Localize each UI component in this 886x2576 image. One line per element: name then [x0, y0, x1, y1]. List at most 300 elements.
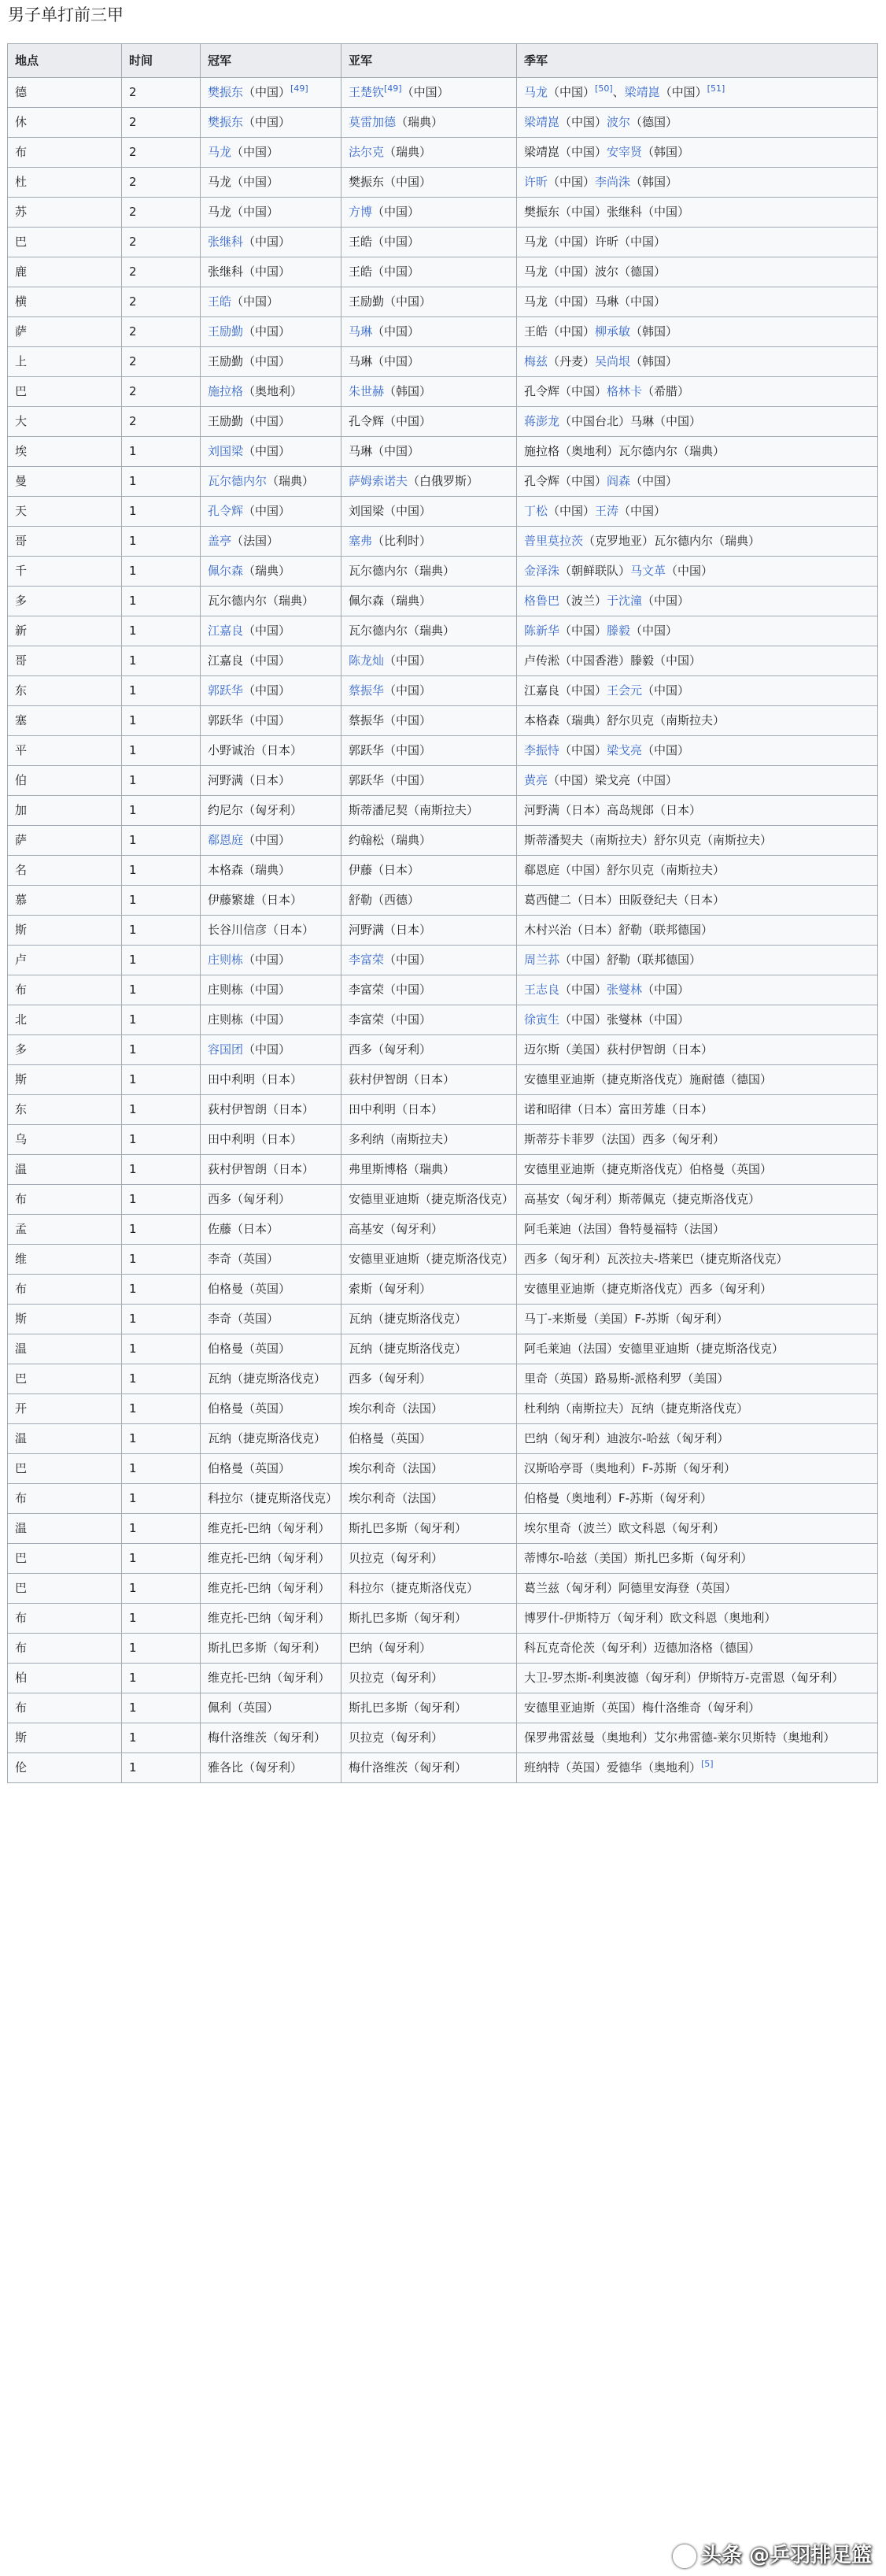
table-row — [8, 706, 878, 736]
cell-text: 杜 — [15, 175, 28, 189]
cell-text: 乌 — [15, 1132, 28, 1146]
cell-text: 马琳（中国） — [349, 354, 420, 368]
player-link[interactable]: 格鲁巴 — [524, 594, 560, 608]
cell-text: （中国） — [401, 85, 449, 99]
cell-text: 多 — [15, 1042, 28, 1057]
cell-location — [8, 1454, 122, 1484]
cell-text: （中国） — [559, 115, 607, 129]
cell-third-place — [517, 736, 878, 766]
cell-location — [8, 1723, 122, 1753]
cell-third-place — [517, 287, 878, 317]
cell-runner-up — [341, 497, 517, 527]
cell-year — [122, 138, 201, 168]
player-link[interactable]: 蔡振华 — [349, 683, 385, 698]
cell-text: （中国） — [630, 474, 678, 488]
cell-text: 河野满（日本） — [349, 923, 432, 937]
cell-text: 索斯（匈牙利） — [349, 1282, 432, 1296]
cell-champion — [201, 287, 341, 317]
cell-year — [122, 1125, 201, 1155]
cell-runner-up — [341, 886, 517, 916]
cell-location — [8, 1693, 122, 1723]
medalists-table-wrapper — [7, 43, 877, 1783]
cell-champion — [201, 1484, 341, 1514]
player-link[interactable]: 孔令辉 — [208, 504, 244, 518]
table-body — [8, 78, 878, 1783]
player-link[interactable]: 普里莫拉茨 — [524, 534, 584, 548]
cell-location — [8, 766, 122, 796]
cell-runner-up — [341, 706, 517, 736]
cell-text: 1 — [129, 893, 137, 907]
cell-text: 塞 — [15, 713, 28, 727]
player-link[interactable]: 许昕 — [524, 175, 548, 189]
cell-location — [8, 646, 122, 676]
cell-runner-up — [341, 1245, 517, 1275]
cell-year — [122, 1185, 201, 1215]
cell-third-place — [517, 78, 878, 108]
cell-runner-up — [341, 826, 517, 856]
cell-year — [122, 168, 201, 198]
player-link[interactable]: 施拉格 — [208, 384, 244, 398]
player-link[interactable]: 瓦尔德内尔 — [208, 474, 268, 488]
cell-text: 王皓（中国） — [349, 235, 420, 249]
cell-text: （中国） — [243, 324, 291, 339]
cell-text: 1 — [129, 683, 137, 698]
citation-link[interactable]: [49] — [384, 83, 402, 94]
player-link[interactable]: 梁靖崑 — [524, 115, 560, 129]
cell-third-place — [517, 1334, 878, 1364]
player-link[interactable]: 朱世赫 — [349, 384, 385, 398]
cell-text: 安德里亚迪斯（英国）梅什洛维奇（匈牙利） — [524, 1701, 761, 1715]
table-row — [8, 198, 878, 228]
player-link[interactable]: 樊振东 — [208, 115, 244, 129]
cell-location — [8, 796, 122, 826]
player-link[interactable]: 盖亭 — [208, 534, 232, 548]
table-row — [8, 856, 878, 886]
cell-champion — [201, 437, 341, 467]
cell-text: 1 — [129, 983, 137, 997]
cell-runner-up — [341, 1634, 517, 1664]
citation-link[interactable]: [49] — [290, 83, 308, 94]
cell-text: 埃尔利奇（法国） — [349, 1461, 444, 1475]
cell-text: 休 — [15, 115, 28, 129]
cell-year — [122, 437, 201, 467]
table-row — [8, 437, 878, 467]
cell-runner-up — [341, 1305, 517, 1334]
cell-text: 2 — [129, 414, 137, 428]
cell-third-place — [517, 676, 878, 706]
player-link[interactable]: 樊振东 — [208, 85, 244, 99]
player-link[interactable]: 刘国梁 — [208, 444, 244, 458]
cell-location — [8, 497, 122, 527]
player-link[interactable]: 萨姆索诺夫 — [349, 474, 408, 488]
cell-text: 西多（匈牙利） — [208, 1192, 291, 1206]
table-row — [8, 347, 878, 377]
cell-location — [8, 1275, 122, 1305]
cell-text: 1 — [129, 534, 137, 548]
cell-text: 王励勤（中国） — [208, 414, 291, 428]
cell-year — [122, 1574, 201, 1604]
cell-text: （韩国） — [384, 384, 432, 398]
player-link[interactable]: 方博 — [349, 205, 373, 219]
cell-year — [122, 557, 201, 587]
cell-text: 横 — [15, 294, 28, 309]
player-link[interactable]: 李尚洙 — [595, 175, 631, 189]
cell-text: 郭跃华（中国） — [208, 713, 291, 727]
cell-text: 佐藤（日本） — [208, 1222, 279, 1236]
cell-runner-up — [341, 916, 517, 946]
cell-text: 伦 — [15, 1760, 28, 1775]
cell-text: （中国） — [243, 115, 291, 129]
table-row — [8, 527, 878, 557]
cell-runner-up — [341, 1185, 517, 1215]
cell-text: 斯 — [15, 1730, 28, 1745]
cell-text: 博罗什-伊斯特万（匈牙利）欧文科恩（奥地利） — [524, 1611, 777, 1625]
cell-text: 温 — [15, 1342, 28, 1356]
table-row — [8, 377, 878, 407]
player-link[interactable]: 吴尚垠 — [595, 354, 631, 368]
cell-text: 蒂博尔-哈兹（美国）斯扎巴多斯（匈牙利） — [524, 1551, 753, 1565]
cell-text: （中国） — [630, 624, 678, 638]
cell-text: 名 — [15, 863, 28, 877]
cell-champion — [201, 1664, 341, 1693]
cell-location — [8, 946, 122, 975]
player-link[interactable]: 梅兹 — [524, 354, 548, 368]
cell-year — [122, 1095, 201, 1125]
player-link[interactable]: 王皓 — [208, 294, 232, 309]
cell-text: 1 — [129, 1611, 137, 1625]
cell-text: 马龙（中国） — [208, 175, 279, 189]
player-link[interactable]: 格林卡 — [607, 384, 643, 398]
cell-year — [122, 1065, 201, 1095]
player-link[interactable]: 塞弗 — [349, 534, 373, 548]
cell-year — [122, 287, 201, 317]
table-row — [8, 1095, 878, 1125]
player-link[interactable]: 马龙 — [208, 145, 232, 159]
cell-runner-up — [341, 527, 517, 557]
cell-champion — [201, 1514, 341, 1544]
cell-text: 荻村伊智朗（日本） — [208, 1162, 315, 1176]
cell-text: 1 — [129, 1012, 137, 1027]
cell-text: 里奇（英国）路易斯-派格利罗（美国） — [524, 1371, 729, 1386]
cell-text: 迈尔斯（美国）荻村伊智朗（日本） — [524, 1042, 714, 1057]
cell-third-place — [517, 1095, 878, 1125]
player-link[interactable]: 陈新华 — [524, 624, 560, 638]
cell-third-place — [517, 1394, 878, 1424]
page-title: 男子单打前三甲 — [8, 6, 124, 24]
cell-location — [8, 916, 122, 946]
cell-location — [8, 1484, 122, 1514]
cell-text: 舒勒（西德） — [349, 893, 420, 907]
cell-text: 西多（匈牙利） — [349, 1371, 432, 1386]
cell-runner-up — [341, 1544, 517, 1574]
cell-text: 开 — [15, 1401, 28, 1416]
cell-text: （中国） — [372, 205, 420, 219]
cell-text: 瓦尔德内尔（瑞典） — [208, 594, 315, 608]
cell-text: （丹麦） — [548, 354, 596, 368]
cell-text: 高基安（匈牙利） — [349, 1222, 444, 1236]
cell-location — [8, 1604, 122, 1634]
table-row — [8, 257, 878, 287]
cell-text: 、 — [612, 85, 625, 99]
cell-third-place — [517, 1245, 878, 1275]
cell-text: 斯蒂潘尼契（南斯拉夫） — [349, 803, 479, 817]
player-link[interactable]: 柳承敏 — [595, 324, 631, 339]
cell-text: 多利纳（南斯拉夫） — [349, 1132, 456, 1146]
toutiao-logo-icon — [673, 2545, 696, 2568]
watermark — [673, 2539, 872, 2568]
citation-link[interactable]: [51] — [707, 83, 725, 94]
cell-text: 布 — [15, 1192, 28, 1206]
table-row — [8, 676, 878, 706]
cell-champion — [201, 198, 341, 228]
cell-text: 伯格曼（英国） — [208, 1461, 291, 1475]
cell-text: 田中利明（日本） — [208, 1132, 303, 1146]
player-link[interactable]: 阎森 — [607, 474, 631, 488]
cell-champion — [201, 168, 341, 198]
cell-text: （中国） — [548, 85, 596, 99]
cell-champion — [201, 1065, 341, 1095]
cell-text: 曼 — [15, 474, 28, 488]
cell-runner-up — [341, 557, 517, 587]
cell-text: 2 — [129, 145, 137, 159]
table-row — [8, 1604, 878, 1634]
cell-year — [122, 1275, 201, 1305]
cell-text: 1 — [129, 1431, 137, 1445]
cell-text: 伯格曼（英国） — [208, 1282, 291, 1296]
player-link[interactable]: 李振恃 — [524, 743, 560, 757]
cell-text: 孔令辉（中国） — [524, 384, 607, 398]
cell-location — [8, 407, 122, 437]
cell-runner-up — [341, 1215, 517, 1245]
cell-text: 梅什洛维茨（匈牙利） — [208, 1730, 327, 1745]
cell-text: （中国） — [243, 683, 291, 698]
cell-text: 2 — [129, 235, 137, 249]
cell-location — [8, 587, 122, 616]
cell-text: 2 — [129, 205, 137, 219]
cell-text: （白俄罗斯） — [408, 474, 479, 488]
cell-year — [122, 407, 201, 437]
cell-text: （中国） — [659, 85, 707, 99]
cell-text: 1 — [129, 1192, 137, 1206]
cell-runner-up — [341, 257, 517, 287]
cell-text: 约尼尔（匈牙利） — [208, 803, 303, 817]
table-header-row — [8, 44, 878, 78]
player-link[interactable]: 黄亮 — [524, 773, 548, 787]
cell-text: 维 — [15, 1252, 28, 1266]
cell-text: （波兰） — [559, 594, 607, 608]
player-link[interactable]: 江嘉良 — [208, 624, 244, 638]
cell-third-place — [517, 587, 878, 616]
player-link[interactable]: 张继科 — [208, 235, 244, 249]
cell-text: 平 — [15, 743, 28, 757]
cell-third-place — [517, 1424, 878, 1454]
cell-champion — [201, 1215, 341, 1245]
cell-third-place — [517, 856, 878, 886]
player-link[interactable]: 郗恩庭 — [208, 833, 244, 847]
cell-text: 1 — [129, 1252, 137, 1266]
player-link[interactable]: 于沈潼 — [607, 594, 643, 608]
cell-champion — [201, 1574, 341, 1604]
cell-text: 1 — [129, 1491, 137, 1505]
table-row — [8, 1185, 878, 1215]
cell-location — [8, 347, 122, 377]
cell-text: 2 — [129, 115, 137, 129]
cell-text: 1 — [129, 1461, 137, 1475]
cell-third-place — [517, 1125, 878, 1155]
table-row — [8, 1155, 878, 1185]
cell-third-place — [517, 646, 878, 676]
player-link[interactable]: 张燮林 — [607, 983, 643, 997]
cell-champion — [201, 1334, 341, 1364]
player-link[interactable]: 滕毅 — [607, 624, 631, 638]
citation-link[interactable]: [5] — [701, 1759, 714, 1769]
cell-text: （中国）梁戈亮（中国） — [548, 773, 678, 787]
cell-text: 苏 — [15, 205, 28, 219]
cell-text: 诺和昭律（日本）富田芳雄（日本） — [524, 1102, 714, 1116]
player-link[interactable]: 法尔克 — [349, 145, 385, 159]
player-link[interactable]: 李富荣 — [349, 953, 385, 967]
cell-year — [122, 257, 201, 287]
player-link[interactable]: 王志良 — [524, 983, 560, 997]
cell-location — [8, 1035, 122, 1065]
cell-text: 斯 — [15, 1072, 28, 1086]
citation-link[interactable]: [50] — [595, 83, 613, 94]
cell-location — [8, 736, 122, 766]
cell-year — [122, 1334, 201, 1364]
cell-champion — [201, 646, 341, 676]
player-link[interactable]: 安宰贤 — [607, 145, 643, 159]
cell-text: 科瓦克奇伦茨（匈牙利）迈德加洛格（德国） — [524, 1641, 761, 1655]
cell-text: 孔令辉（中国） — [349, 414, 432, 428]
player-link[interactable]: 莫雷加德 — [349, 115, 397, 129]
cell-location — [8, 1215, 122, 1245]
player-link[interactable]: 周兰荪 — [524, 953, 560, 967]
cell-champion — [201, 228, 341, 257]
cell-year — [122, 78, 201, 108]
cell-text: 维克托-巴纳（匈牙利） — [208, 1611, 330, 1625]
player-link[interactable]: 马琳 — [349, 324, 373, 339]
player-link[interactable]: 容国团 — [208, 1042, 244, 1057]
cell-text: （中国） — [559, 983, 607, 997]
cell-year — [122, 796, 201, 826]
cell-text: 萨 — [15, 833, 28, 847]
table-row — [8, 736, 878, 766]
cell-text: 马龙（中国） — [208, 205, 279, 219]
cell-third-place — [517, 1065, 878, 1095]
cell-text: 斯扎巴多斯（匈牙利） — [349, 1611, 467, 1625]
cell-third-place — [517, 1454, 878, 1484]
cell-champion — [201, 1245, 341, 1275]
player-link[interactable]: 佩尔森 — [208, 564, 244, 578]
player-link[interactable]: 马文革 — [630, 564, 666, 578]
cell-text: 1 — [129, 1671, 137, 1685]
cell-third-place — [517, 138, 878, 168]
cell-champion — [201, 497, 341, 527]
cell-location — [8, 1364, 122, 1394]
player-link[interactable]: 波尔 — [607, 115, 631, 129]
cell-runner-up — [341, 1394, 517, 1424]
cell-text: 郗恩庭（中国）舒尔贝克（南斯拉夫） — [524, 863, 725, 877]
cell-text: 巴纳（匈牙利） — [349, 1641, 432, 1655]
player-link[interactable]: 陈龙灿 — [349, 653, 385, 668]
cell-year — [122, 108, 201, 138]
cell-champion — [201, 1185, 341, 1215]
cell-year — [122, 946, 201, 975]
cell-text: 1 — [129, 1760, 137, 1775]
cell-third-place — [517, 796, 878, 826]
cell-champion — [201, 1125, 341, 1155]
cell-runner-up — [341, 766, 517, 796]
cell-text: 本格森（瑞典）舒尔贝克（南斯拉夫） — [524, 713, 725, 727]
player-link[interactable]: 金泽洙 — [524, 564, 560, 578]
cell-runner-up — [341, 646, 517, 676]
cell-champion — [201, 108, 341, 138]
cell-text: （中国） — [243, 833, 291, 847]
cell-year — [122, 1454, 201, 1484]
cell-runner-up — [341, 198, 517, 228]
player-link[interactable]: 梁戈亮 — [607, 743, 643, 757]
cell-year — [122, 347, 201, 377]
cell-text: 千 — [15, 564, 28, 578]
cell-runner-up — [341, 856, 517, 886]
cell-third-place — [517, 1604, 878, 1634]
cell-text: 伯格曼（英国） — [208, 1342, 291, 1356]
cell-text: （韩国） — [630, 175, 678, 189]
player-link[interactable]: 王楚钦 — [349, 85, 385, 99]
cell-third-place — [517, 1185, 878, 1215]
cell-text: 1 — [129, 803, 137, 817]
cell-text: （中国） — [559, 624, 607, 638]
table-row — [8, 228, 878, 257]
player-link[interactable]: 王会元 — [607, 683, 643, 698]
cell-text: 1 — [129, 444, 137, 458]
cell-runner-up — [341, 587, 517, 616]
cell-text: 1 — [129, 1222, 137, 1236]
cell-text: 梅什洛维茨（匈牙利） — [349, 1760, 467, 1775]
player-link[interactable]: 蒋澎龙 — [524, 414, 560, 428]
player-link[interactable]: 郭跃华 — [208, 683, 244, 698]
player-link[interactable]: 徐寅生 — [524, 1012, 560, 1027]
player-link[interactable]: 马龙 — [524, 85, 548, 99]
cell-text: 约翰松（瑞典） — [349, 833, 432, 847]
cell-text: 1 — [129, 833, 137, 847]
cell-third-place — [517, 557, 878, 587]
cell-text: 弗里斯博格（瑞典） — [349, 1162, 456, 1176]
cell-text: 长谷川信彦（日本） — [208, 923, 315, 937]
cell-text: 2 — [129, 85, 137, 99]
cell-text: 天 — [15, 504, 28, 518]
table-row — [8, 796, 878, 826]
cell-runner-up — [341, 228, 517, 257]
cell-text: 1 — [129, 1282, 137, 1296]
cell-text: 1 — [129, 923, 137, 937]
cell-year — [122, 527, 201, 557]
player-link[interactable]: 丁松 — [524, 504, 548, 518]
cell-location — [8, 1394, 122, 1424]
cell-text: 萨 — [15, 324, 28, 339]
cell-location — [8, 257, 122, 287]
cell-text: 1 — [129, 1072, 137, 1086]
player-link[interactable]: 庄则栋 — [208, 953, 244, 967]
cell-text: 1 — [129, 1701, 137, 1715]
cell-text: 伯格曼（奥地利）F-苏斯（匈牙利） — [524, 1491, 713, 1505]
cell-text: 布 — [15, 983, 28, 997]
player-link[interactable]: 王涛 — [595, 504, 619, 518]
player-link[interactable]: 王励勤 — [208, 324, 244, 339]
cell-text: （中国） — [243, 235, 291, 249]
player-link[interactable]: 梁靖崑 — [624, 85, 660, 99]
cell-text: 1 — [129, 1730, 137, 1745]
